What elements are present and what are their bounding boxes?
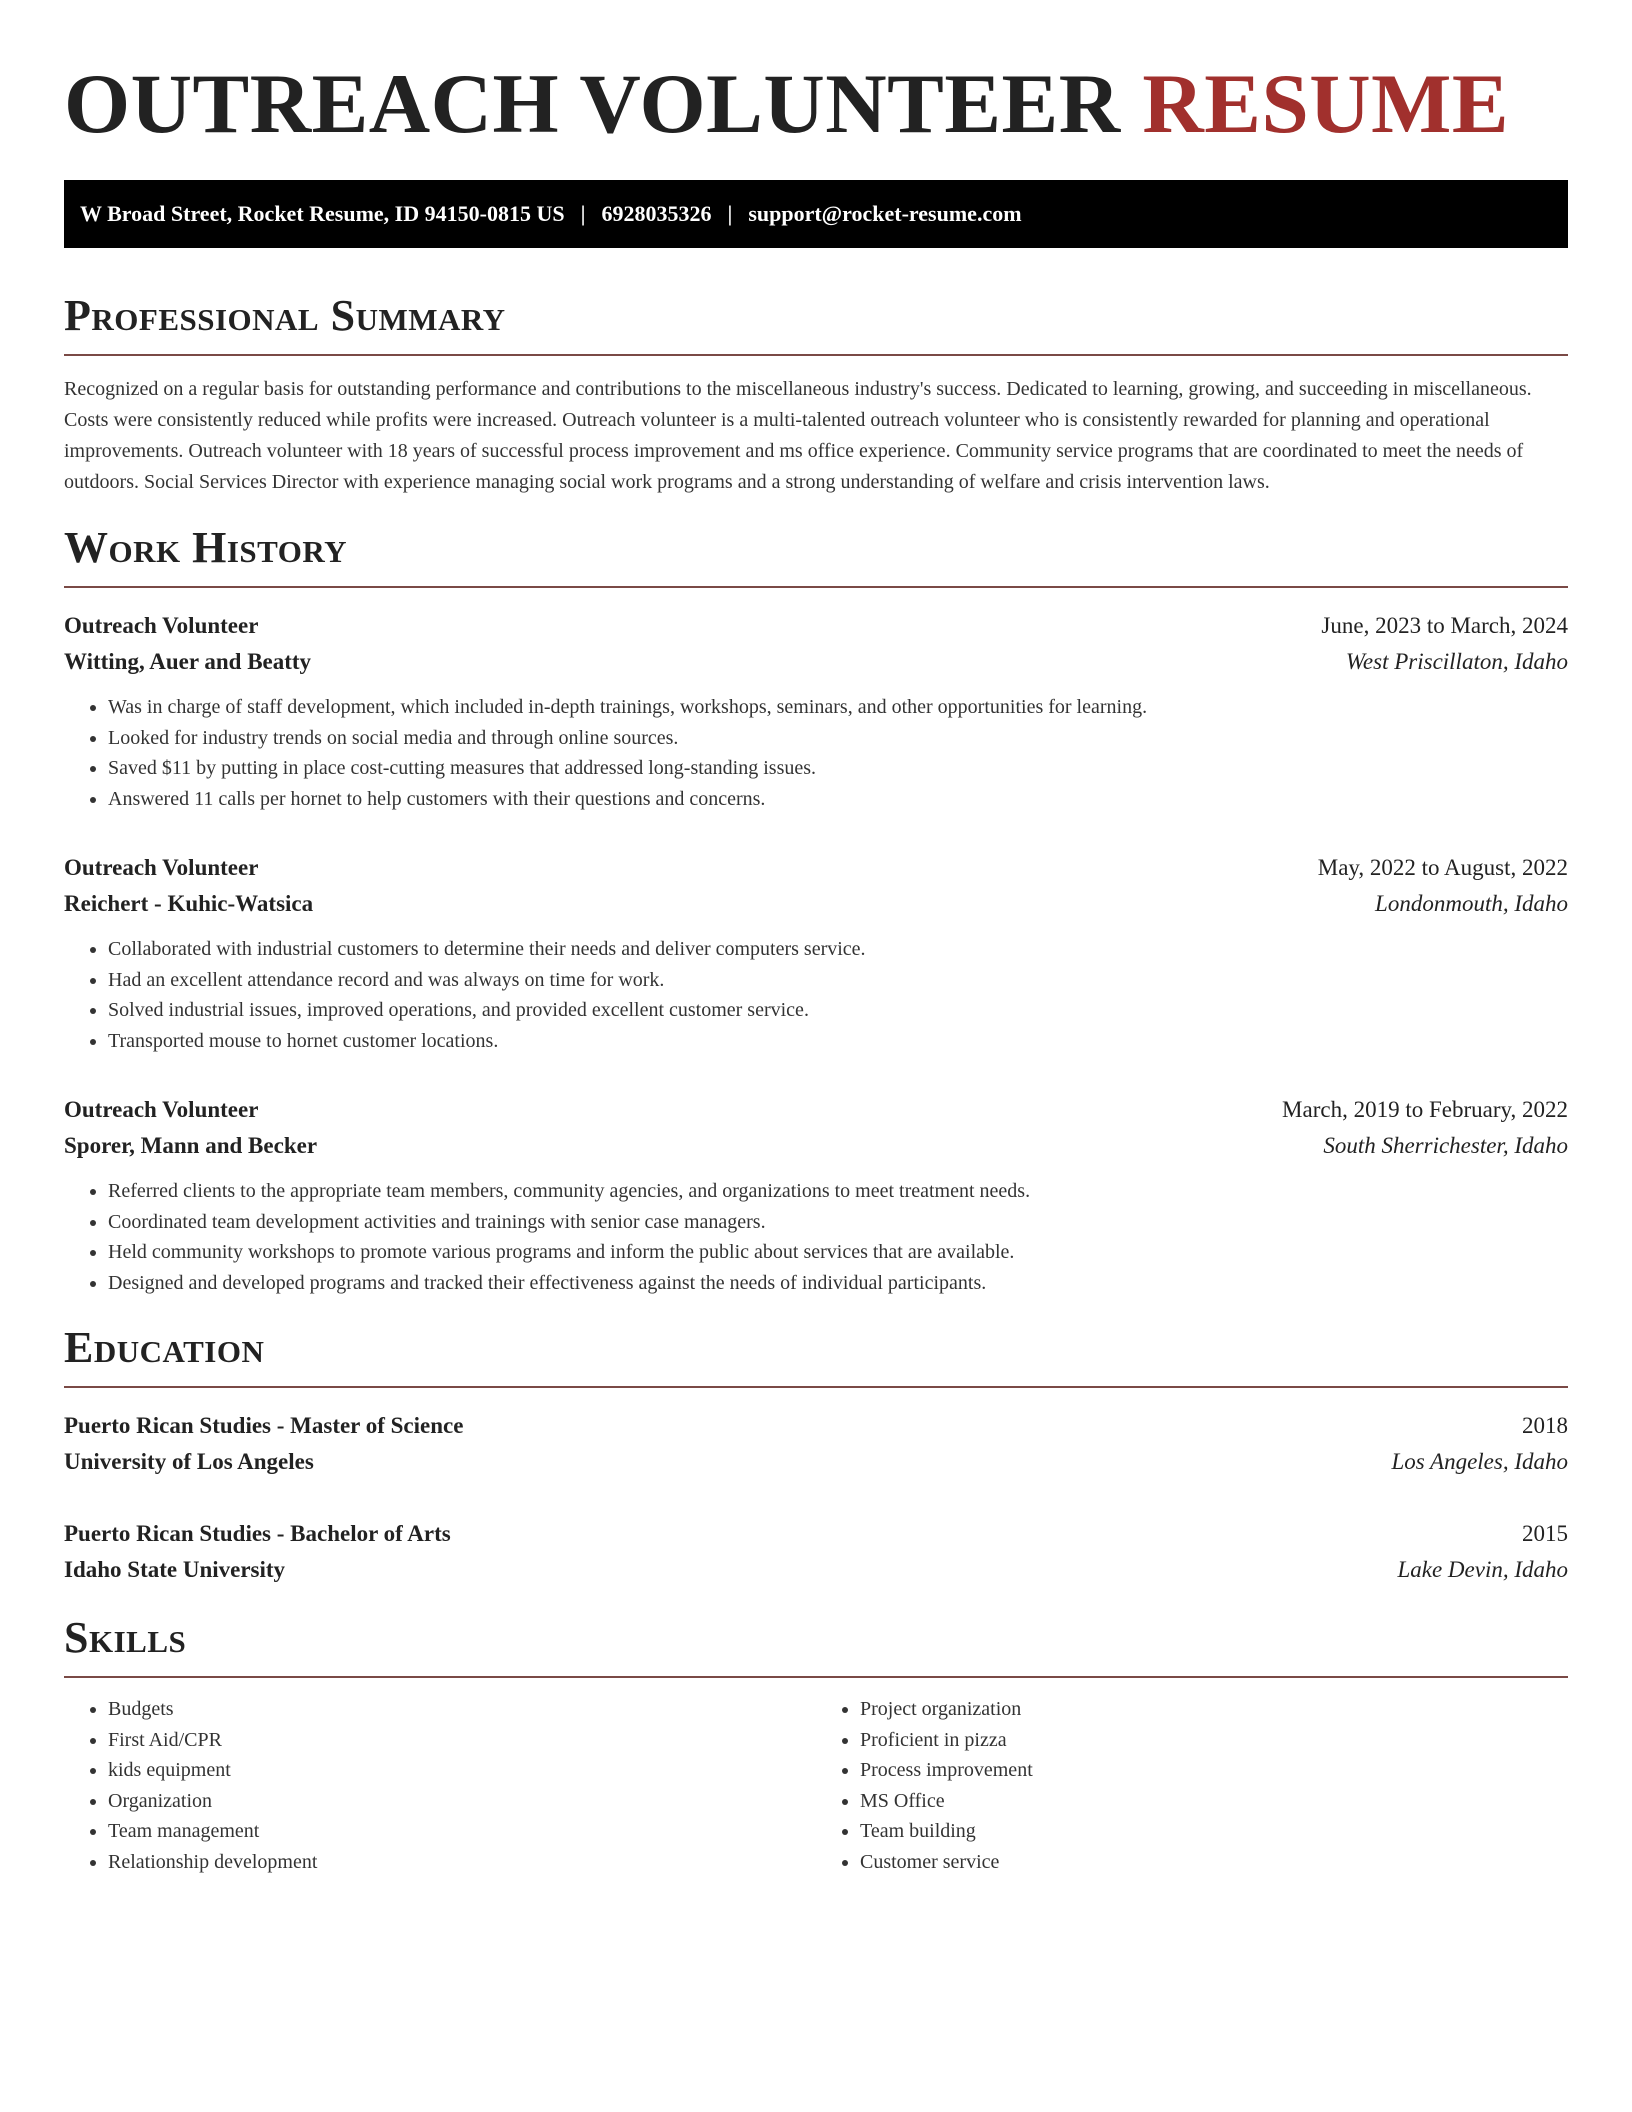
skill-item: • Team management: [108, 1816, 816, 1847]
work-history-heading: Work History: [64, 522, 1568, 588]
education-location: Lake Devin, Idaho: [1397, 1557, 1568, 1582]
resume-title: [64, 0, 1568, 152]
contact-separator: |: [580, 201, 586, 226]
job-company: Witting, Auer and Beatty: [64, 649, 312, 674]
job-location: Londonmouth, Idaho: [1375, 891, 1568, 916]
job-entry: [64, 1092, 1568, 1298]
skill-item: • MS Office: [860, 1786, 1568, 1817]
job-company: Reichert - Kuhic-Watsica: [64, 891, 314, 916]
job-dates: March, 2019 to February, 2022: [1282, 1097, 1568, 1122]
skill-item: • Budgets: [108, 1694, 816, 1725]
education-school: University of Los Angeles: [64, 1449, 314, 1474]
job-location: South Sherrichester, Idaho: [1323, 1133, 1568, 1158]
skill-item: • Proficient in pizza: [860, 1725, 1568, 1756]
summary-heading: Professional Summary: [64, 290, 1568, 356]
job-dates: June, 2023 to March, 2024: [1321, 613, 1568, 638]
job-bullet: • Had an excellent attendance record and was always on time for work.: [108, 965, 1568, 996]
summary-text: Recognized on a regular basis for outstanding performance and contributions to the miscellaneous industry's success. Dedicated to learning, growing, and succeeding in miscellaneous. Costs were consistently reduced while profits were increased. Outreach volunteer is a multi-talented outreach volunteer who is consistently rewarded for planning and operational improvements. Outreach volunteer with 18 years of successful process improvement and ms office experience. Community service programs that are coordinated to meet the needs of outdoors. Social Services Director with experience managing social work programs and a strong understanding of welfare and crisis intervention laws.: [64, 378, 1532, 493]
job-bullet: • Looked for industry trends on social media and through online sources.: [108, 723, 1568, 754]
education-heading: Education: [64, 1322, 1568, 1388]
contact-phone[interactable]: 6928035326: [601, 201, 712, 226]
contact-separator: |: [727, 201, 733, 226]
job-bullet: • Was in charge of staff development, which included in-depth trainings, workshops, seminars, and other opportunities for learning.: [108, 692, 1568, 723]
job-title: Outreach Volunteer: [64, 855, 259, 880]
education-school: Idaho State University: [64, 1557, 286, 1582]
job-bullet: • Held community workshops to promote various programs and inform the public about services that are available.: [108, 1237, 1568, 1268]
skill-item: • Organization: [108, 1786, 816, 1817]
title-accent: RESUME: [1142, 57, 1510, 151]
job-entry: [64, 608, 1568, 814]
job-bullet: • Transported mouse to hornet customer locations.: [108, 1026, 1568, 1057]
education-degree: Puerto Rican Studies - Master of Science: [64, 1413, 464, 1438]
education-degree: Puerto Rican Studies - Bachelor of Arts: [64, 1521, 451, 1546]
education-entry: [64, 1408, 1568, 1480]
job-title: Outreach Volunteer: [64, 1097, 259, 1122]
education-school-row: [64, 1444, 1568, 1480]
skill-item: • Team building: [860, 1816, 1568, 1847]
skill-item: • Process improvement: [860, 1755, 1568, 1786]
job-bullet: • Saved $11 by putting in place cost-cutting measures that addressed long-standing issues.: [108, 753, 1568, 784]
job-bullets: [64, 934, 1568, 1056]
job-company: Sporer, Mann and Becker: [64, 1133, 318, 1158]
education-school-row: [64, 1552, 1568, 1588]
skills-column-right: [816, 1694, 1568, 1877]
education-entry: [64, 1516, 1568, 1588]
skill-item: • Relationship development: [108, 1847, 816, 1878]
skill-item: • First Aid/CPR: [108, 1725, 816, 1756]
job-entry: [64, 850, 1568, 1056]
education-year: 2015: [1522, 1521, 1568, 1546]
title-main: OUTREACH VOLUNTEER: [64, 57, 1121, 151]
job-bullet: • Referred clients to the appropriate team members, community agencies, and organizations to meet treatment needs.: [108, 1176, 1568, 1207]
job-bullet: • Collaborated with industrial customers to determine their needs and deliver computers service.: [108, 934, 1568, 965]
job-company-row: [64, 886, 1568, 922]
education-location: Los Angeles, Idaho: [1391, 1449, 1568, 1474]
skill-item: • kids equipment: [108, 1755, 816, 1786]
contact-bar: [64, 180, 1568, 248]
contact-email[interactable]: support@rocket-resume.com: [748, 201, 1022, 226]
job-title-row: [64, 608, 1568, 644]
job-bullet: • Designed and developed programs and tracked their effectiveness against the needs of individual participants.: [108, 1268, 1568, 1299]
job-bullets: [64, 692, 1568, 814]
job-location: West Priscillaton, Idaho: [1345, 649, 1568, 674]
job-bullet: • Coordinated team development activities and trainings with senior case managers.: [108, 1207, 1568, 1238]
contact-address: W Broad Street, Rocket Resume, ID 94150-0815 US: [80, 201, 565, 226]
education-degree-row: [64, 1516, 1568, 1552]
skills-heading: Skills: [64, 1612, 1568, 1678]
job-title-row: [64, 1092, 1568, 1128]
job-dates: May, 2022 to August, 2022: [1317, 855, 1568, 880]
skill-item: • Customer service: [860, 1847, 1568, 1878]
job-title: Outreach Volunteer: [64, 613, 259, 638]
skills-column-left: [64, 1694, 816, 1877]
job-bullet: • Answered 11 calls per hornet to help customers with their questions and concerns.: [108, 784, 1568, 815]
job-bullets: [64, 1176, 1568, 1298]
skills-list: [64, 1694, 1568, 1877]
job-company-row: [64, 644, 1568, 680]
job-bullet: • Solved industrial issues, improved operations, and provided excellent customer service.: [108, 995, 1568, 1026]
job-company-row: [64, 1128, 1568, 1164]
education-degree-row: [64, 1408, 1568, 1444]
education-year: 2018: [1522, 1413, 1568, 1438]
skill-item: • Project organization: [860, 1694, 1568, 1725]
job-title-row: [64, 850, 1568, 886]
